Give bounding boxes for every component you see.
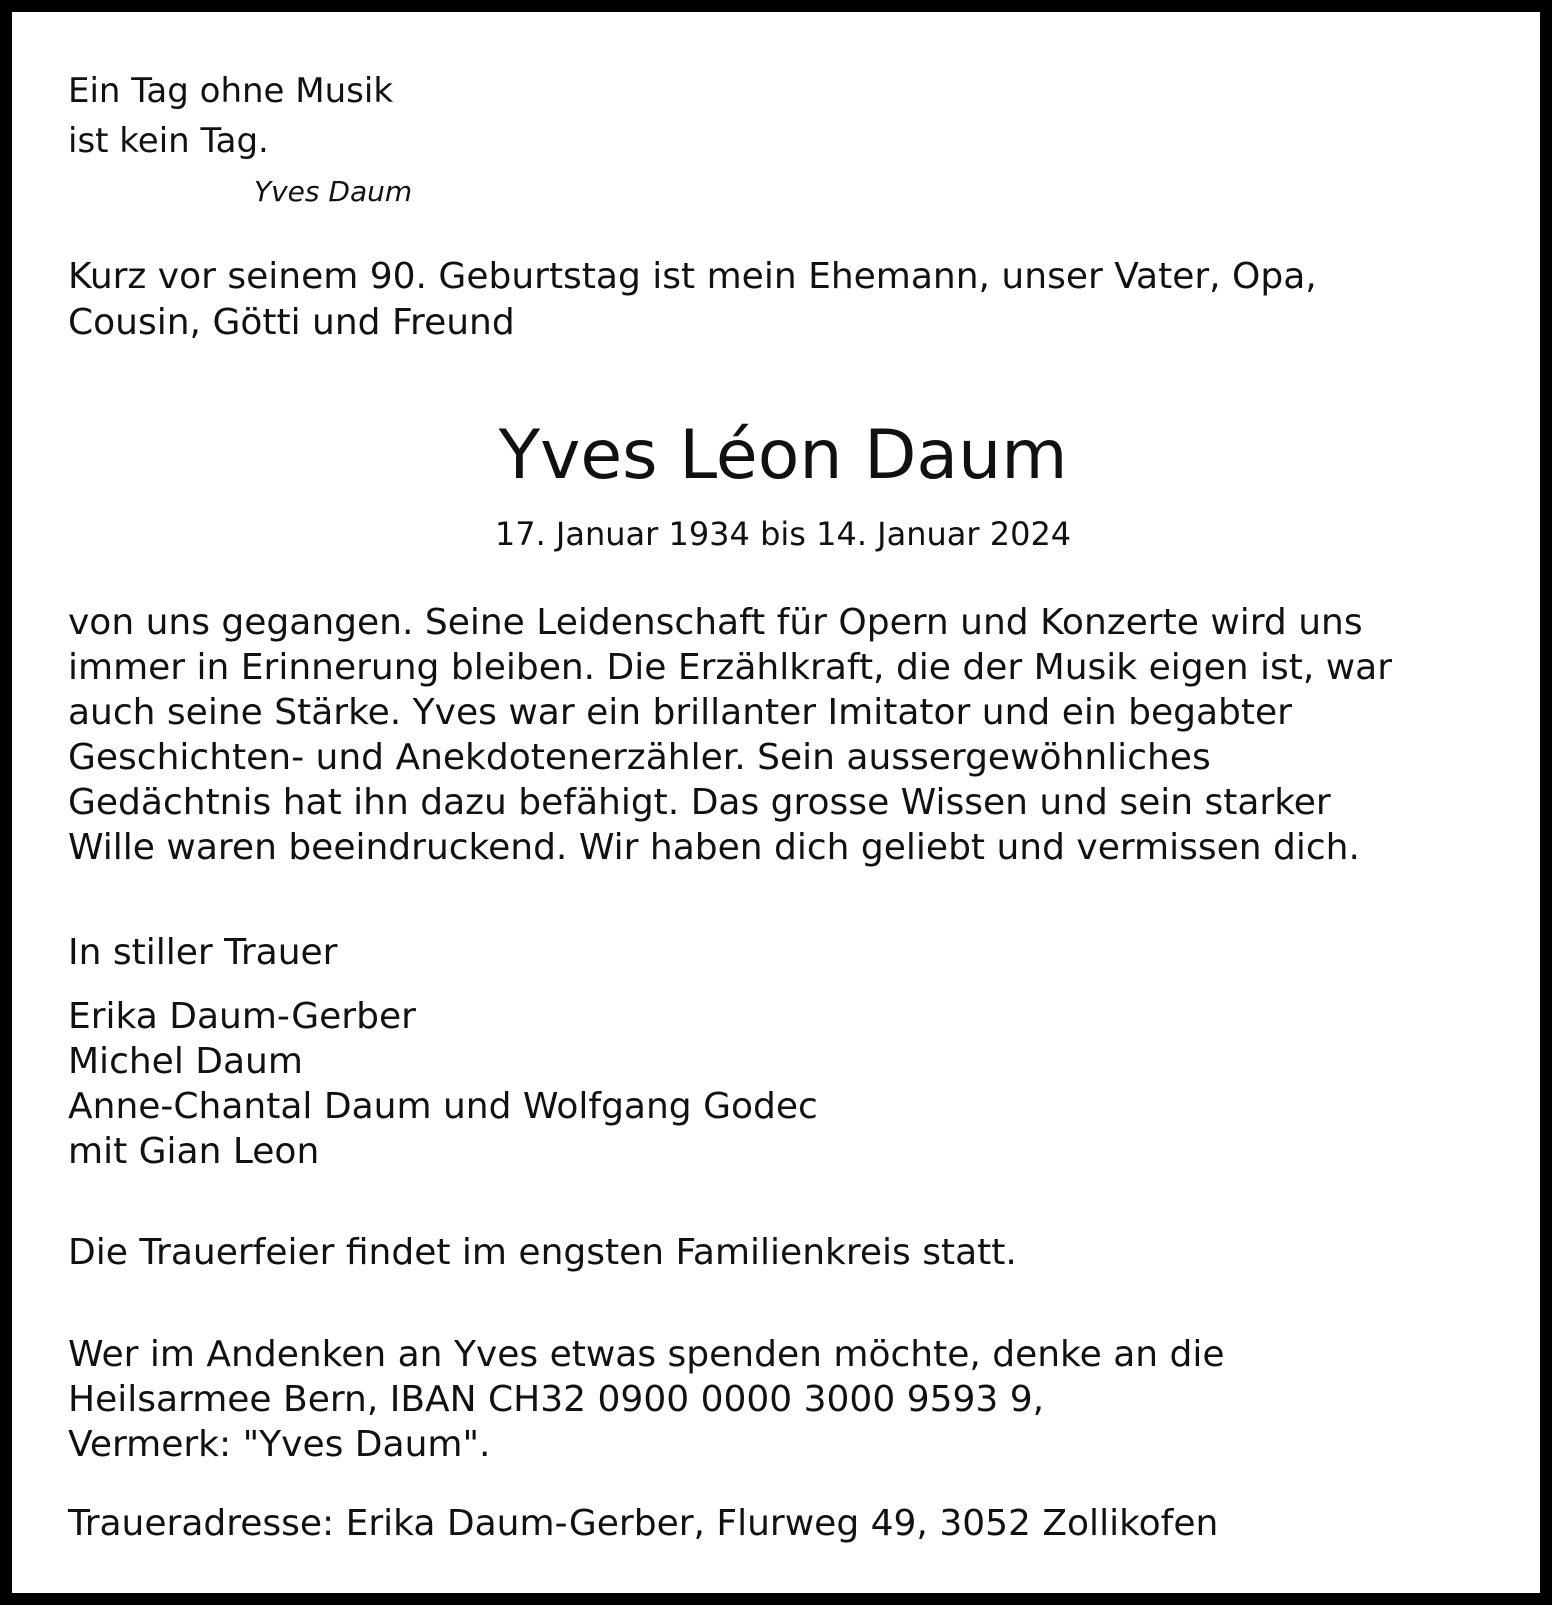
motto-author: Yves Daum xyxy=(254,175,413,208)
ceremony-note: Die Trauerfeier findet im engsten Familienkreis statt. xyxy=(68,1232,1017,1273)
obituary-content xyxy=(68,66,1528,1547)
deceased-name: Yves Léon Daum xyxy=(498,416,1068,495)
motto-line: Ein Tag ohne Musik xyxy=(68,71,394,111)
tribute-line: Gedächtnis hat ihn dazu befähigt. Das grosse Wissen und sein starker xyxy=(68,782,1331,823)
tribute-line: von uns gegangen. Seine Leidenschaft für Opern und Konzerte wird uns xyxy=(68,602,1363,643)
mourner-name: Anne-Chantal Daum und Wolfgang Godec xyxy=(68,1086,818,1127)
motto xyxy=(68,66,1528,166)
intro-line: Cousin, Götti und Freund xyxy=(68,302,515,343)
mourner-list xyxy=(68,994,1528,1174)
tribute-line: Wille waren beeindruckend. Wir haben dich geliebt und vermissen dich. xyxy=(68,827,1360,868)
intro-text xyxy=(68,254,1498,346)
mourning-heading: In stiller Trauer xyxy=(68,932,338,973)
donation-line: Heilsarmee Bern, IBAN CH32 0900 0000 3000 9593 9, xyxy=(68,1379,1045,1420)
donation-note xyxy=(68,1332,1528,1467)
life-dates: 17. Januar 1934 bis 14. Januar 2024 xyxy=(494,515,1072,553)
tribute-line: Geschichten- und Anekdotenerzähler. Sein aussergewöhnliches xyxy=(68,737,1211,778)
motto-line: ist kein Tag. xyxy=(68,121,269,161)
tribute-text xyxy=(68,600,1498,870)
mourner-name: mit Gian Leon xyxy=(68,1131,320,1172)
donation-line: Wer im Andenken an Yves etwas spenden möchte, denke an die xyxy=(68,1334,1225,1375)
donation-line: Vermerk: "Yves Daum". xyxy=(68,1424,491,1465)
tribute-line: auch seine Stärke. Yves war ein brillanter Imitator und ein begabter xyxy=(68,692,1292,733)
tribute-line: immer in Erinnerung bleiben. Die Erzählkraft, die der Musik eigen ist, war xyxy=(68,647,1393,688)
mourner-name: Erika Daum-Gerber xyxy=(68,996,416,1037)
mourning-address: Traueradresse: Erika Daum-Gerber, Flurweg 49, 3052 Zollikofen xyxy=(68,1503,1219,1544)
mourner-name: Michel Daum xyxy=(68,1041,303,1082)
intro-line: Kurz vor seinem 90. Geburtstag ist mein Ehemann, unser Vater, Opa, xyxy=(68,256,1317,297)
